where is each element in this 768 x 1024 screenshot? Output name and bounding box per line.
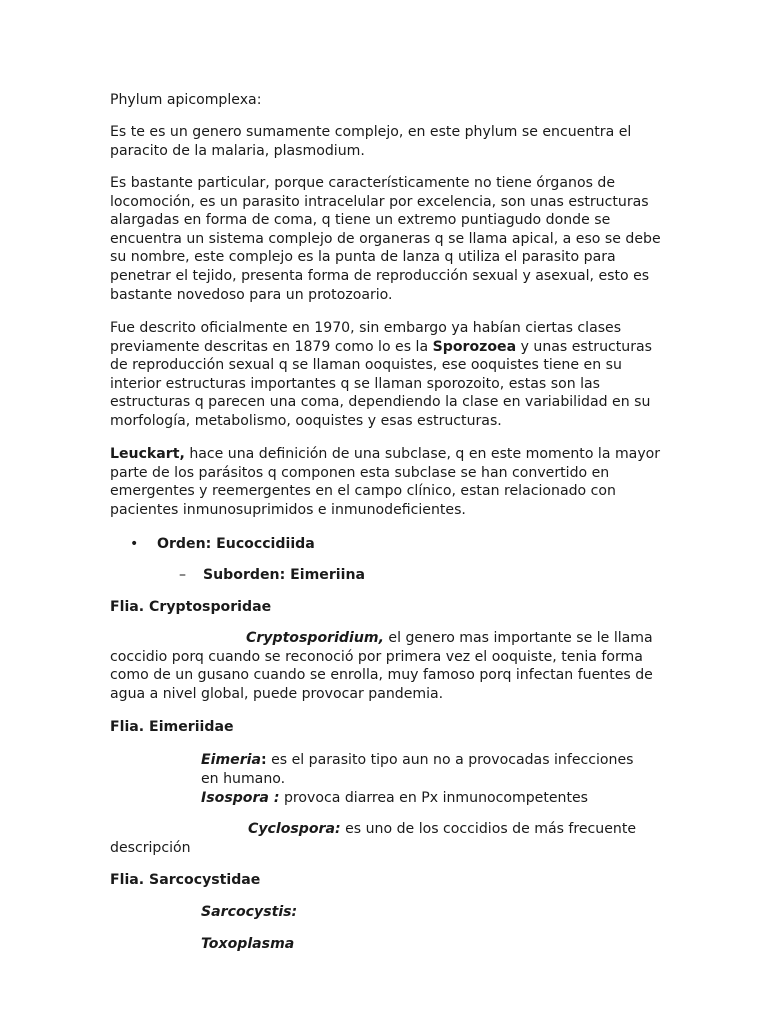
history-text-a: Fue descrito oficialmente en 1970, sin embargo ya habían ciertas clases previamente descritas en 1879 como lo es la (110, 320, 622, 355)
cryptosporidium-text: el genero mas importante se le llama coccidio porq cuando se reconoció por primera vez el ooquiste, tenia forma como de un gusano cuando se enrolla, muy famoso porq infectan fuentes de agua a nivel global, puede provocar pandemia. (110, 630, 653, 702)
dash-marker: – (179, 567, 187, 583)
cyclospora-text: es uno de los coccidios de más frecuente descripción (110, 821, 637, 856)
paragraph-eimeria (201, 751, 651, 788)
eimeria-term: Eimeria (201, 752, 261, 768)
toxoplasma-term: Toxoplasma (201, 936, 295, 952)
paragraph-description: Es bastante particular, porque característicamente no tiene órganos de locomoción, es un parasito intracelular por excelencia, son unas estructuras alargadas en forma de coma, q tiene un extremo puntiagudo donde se encuentra un sistema complejo de organeras q se llama apical, a eso se debe su nombre, este complejo es la punta de lanza q utiliza el parasito para penetrar el tejido, presenta forma de reproducción sexual y asexual, esto es bastante novedoso para un protozoario. (110, 175, 661, 303)
eimeria-colon: : (261, 752, 267, 768)
history-text-b: y unas estructuras de reproducción sexual q se llaman ooquistes, ese ooquistes tiene en su interior estructuras importantes q se llaman sporozoito, estas son las estructuras q parecen una coma, dependiendo la clase en variabilidad en su morfología, metabolismo, ooquistes y esas estructuras. (110, 338, 652, 429)
paragraph-history (110, 319, 666, 431)
isospora-term: Isospora : (201, 790, 280, 806)
family-heading-cryptosporidae: Flia. Cryptosporidae (110, 599, 272, 615)
eimeria-text: es el parasito tipo aun no a provocadas infecciones en humano. (201, 752, 634, 787)
paragraph-intro: Es te es un genero sumamente complejo, en este phylum se encuentra el paracito de la malaria, plasmodium. (110, 124, 632, 159)
isospora-text: provoca diarrea en Px inmunocompetentes (279, 790, 589, 806)
suborden-label: Suborden: Eimeriina (203, 567, 365, 583)
paragraph-cryptosporidium (110, 629, 670, 703)
family-heading-sarcocystidae: Flia. Sarcocystidae (110, 872, 261, 888)
cyclospora-term: Cyclospora: (248, 821, 341, 837)
paragraph-cyclospora (110, 820, 670, 857)
sarcocystis-term: Sarcocystis: (201, 904, 298, 920)
bullet-marker: • (130, 536, 139, 552)
sporozoea-term: Sporozoea (432, 338, 517, 355)
cryptosporidium-term: Cryptosporidium, (246, 630, 384, 646)
document-title: Phylum apicomplexa: (110, 92, 262, 108)
family-heading-eimeriidae: Flia. Eimeriidae (110, 719, 234, 735)
leuckart-text: hace una definición de una subclase, q en este momento la mayor parte de los parásitos q componen esta subclase se han convertido en emergentes y reemergentes en el campo clínico, estan relacionado con pacientes inmunosuprimidos e inmunodeficientes. (110, 446, 661, 518)
paragraph-isospora (201, 789, 651, 808)
paragraph-leuckart (110, 445, 666, 519)
leuckart-term: Leuckart, (110, 446, 185, 462)
orden-label: Orden: Eucoccidiida (157, 536, 315, 552)
